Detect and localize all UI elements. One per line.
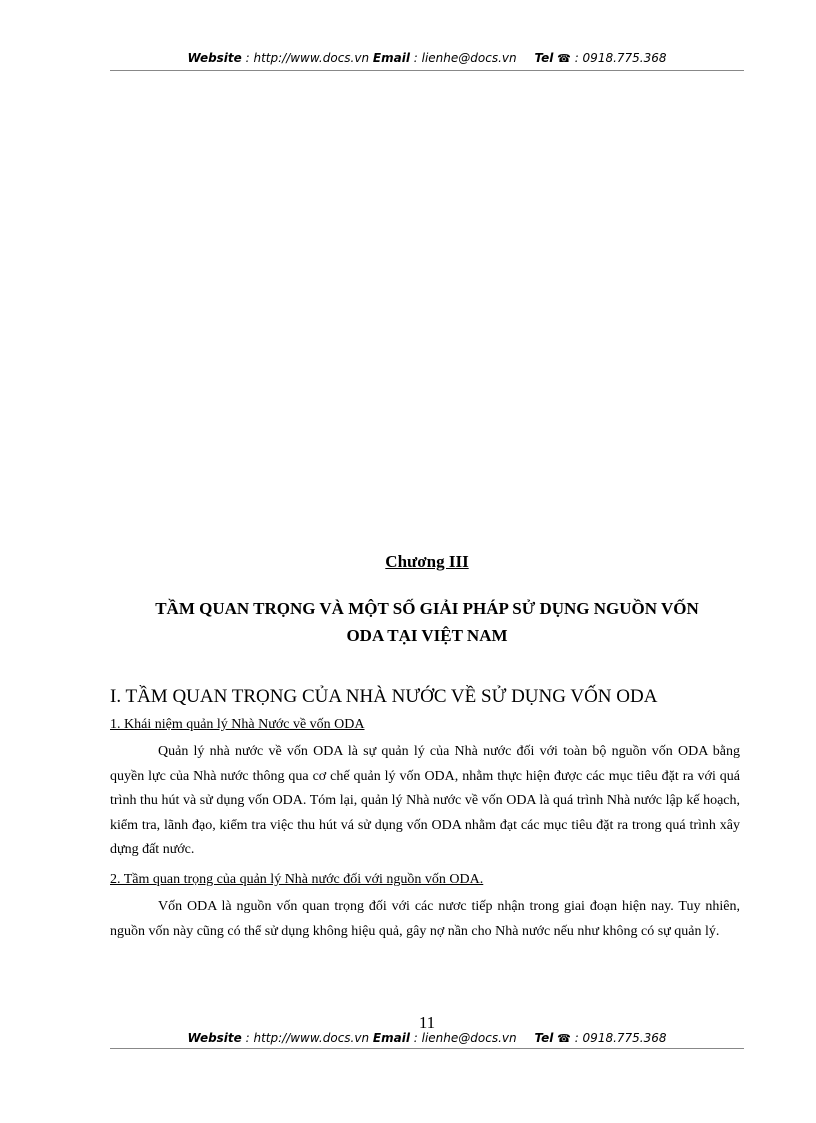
- email-value: : lienhe@docs.vn: [413, 51, 517, 65]
- tel-value: : 0918.775.368: [574, 51, 667, 65]
- page-header: [110, 51, 744, 65]
- section-heading: I. TẦM QUAN TRỌNG CỦA NHÀ NƯỚC VỀ SỬ DỤNG VỐN ODA: [110, 686, 658, 707]
- footer-tel-label: Tel: [534, 1031, 554, 1045]
- footer-rule: [110, 1048, 744, 1049]
- page-footer: [110, 1031, 744, 1045]
- footer-email-label: Email: [372, 1031, 410, 1045]
- chapter-label: Chương III: [385, 552, 469, 571]
- tel-label: Tel: [534, 51, 554, 65]
- paragraph-1: Quản lý nhà nước về vốn ODA là sự quản lý của Nhà nước đối với toàn bộ nguồn vốn ODA bằng quyền lực của Nhà nước thông qua cơ chế quản lý vốn ODA, nhằm thực hiện được các mục tiêu đặt ra với quá trình thu hút và sử dụng vốn ODA. Tóm lại, quản lý Nhà nước về vốn ODA là quá trình Nhà nước lập kế hoạch, kiểm tra, lãnh đạo, kiểm tra việc thu hút vá sử dụng vốn ODA nhằm đạt các mục tiêu đặt ra trong quá trình xây dựng đất nước.: [110, 744, 740, 857]
- footer-tel-value: : 0918.775.368: [574, 1031, 667, 1045]
- footer-website-url: : http://www.docs.vn: [245, 1031, 370, 1045]
- footer-email-value: : lienhe@docs.vn: [413, 1031, 517, 1045]
- subsection-heading-2: 2. Tầm quan trọng của quản lý Nhà nước đối với nguồn vốn ODA.: [110, 872, 484, 887]
- chapter-title-line-1: TẦM QUAN TRỌNG VÀ MỘT SỐ GIẢI PHÁP SỬ DỤNG NGUỒN VỐN: [155, 599, 699, 618]
- footer-phone-icon: ☎: [557, 1032, 571, 1045]
- chapter-title-line-2: ODA TẠI VIỆT NAM: [346, 626, 508, 645]
- website-url: : http://www.docs.vn: [245, 51, 370, 65]
- chapter-title: [110, 595, 744, 649]
- paragraph-2: Vốn ODA là nguồn vốn quan trọng đối với các nươc tiếp nhận trong giai đoạn hiện nay. Tuy nhiên, nguồn vốn này cũng có thể sử dụng không hiệu quả, gây nợ nần cho Nhà nước nếu như không có sự quản lý.: [110, 899, 740, 939]
- page-number: 11: [418, 1013, 436, 1032]
- header-rule: [110, 70, 744, 71]
- phone-icon: ☎: [557, 52, 571, 65]
- footer-website-label: Website: [187, 1031, 242, 1045]
- website-label: Website: [187, 51, 242, 65]
- email-label: Email: [372, 51, 410, 65]
- subsection-heading-1: 1. Khái niệm quản lý Nhà Nước về vốn ODA: [110, 717, 365, 732]
